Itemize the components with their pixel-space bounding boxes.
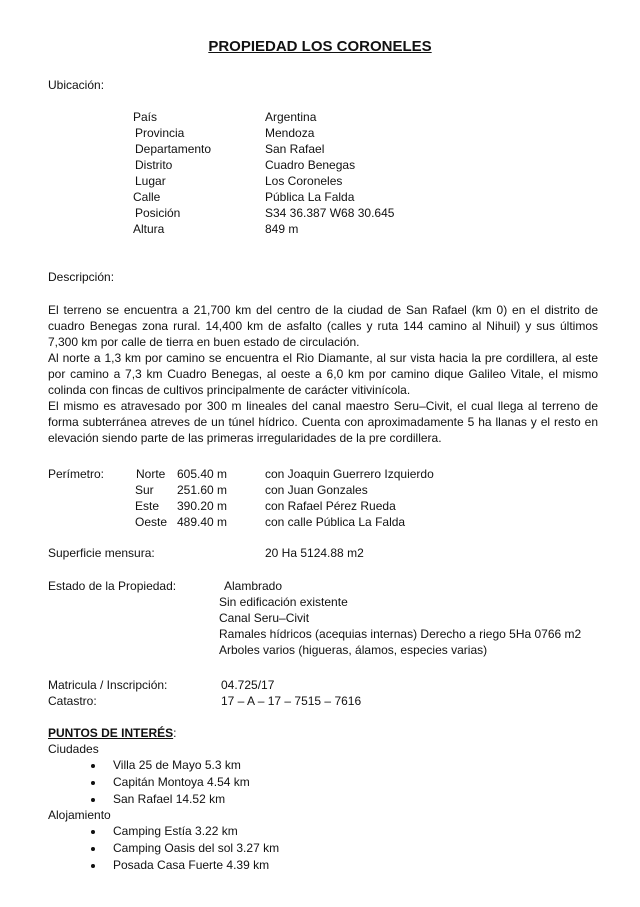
ubicacion-value: Los Coroneles [265,174,343,188]
descripcion-paragraph-2: Al norte a 1,3 km por camino se encuentra el Rio Diamante, al sur vista hacia la pre cordillera, al este por camino a 7,3 km Cuadro Benegas, al oeste a 6,0 km por camino dique Galileo Vitale, el mismo colinda con fincas de cultivos principalmente de carácter vitivinícola. [48,351,598,397]
estado-item: Sin edificación existente [219,595,348,609]
ciudades-label: Ciudades [48,742,99,756]
descripcion-paragraph-3: El mismo es atravesado por 300 m lineales del canal maestro Seru–Civit, el cual llega al terreno de forma subterránea atreves de un túnel hídrico. Cuenta con aproximadamente 5 ha llanas y el resto en elevación siendo parte de las primeras irregularidades de la pre cordillera. [48,399,598,445]
estado-item: Canal Seru–Civit [219,611,310,625]
perimetro-neighbor: con calle Pública La Falda [265,515,406,529]
bullet-icon [91,781,95,785]
ubicacion-label: Lugar [135,174,166,188]
ubicacion-label: Distrito [135,158,173,172]
superficie-value: 20 Ha 5124.88 m2 [265,546,364,560]
estado-label: Estado de la Propiedad: [48,579,177,593]
ubicacion-value: Cuadro Benegas [265,158,356,172]
list-item: Camping Estía 3.22 km [113,824,238,838]
ubicacion-value: Pública La Falda [265,190,355,204]
perimetro-direction: Oeste [135,515,168,529]
perimetro-length: 605.40 m [177,467,228,481]
list-item: Villa 25 de Mayo 5.3 km [113,758,241,772]
perimetro-neighbor: con Joaquin Guerrero Izquierdo [265,467,434,481]
estado-item: Alambrado [224,579,283,593]
ubicacion-label: Altura [133,222,165,236]
perimetro-heading: Perímetro: [48,467,105,481]
perimetro-neighbor: con Rafael Pérez Rueda [265,499,396,513]
list-item: Camping Oasis del sol 3.27 km [113,841,280,855]
bullet-icon [91,798,95,802]
puntos-heading [48,726,176,740]
ubicacion-value: San Rafael [265,142,325,156]
descripcion-heading: Descripción: [48,270,115,284]
matricula-value: 04.725/17 [221,678,275,692]
ubicacion-label: País [133,110,158,124]
ubicacion-value: S34 36.387 W68 30.645 [265,206,395,220]
puntos-heading-text: PUNTOS DE INTERÉS [48,726,174,740]
ubicacion-value: Mendoza [265,126,315,140]
catastro-value: 17 – A – 17 – 7515 – 7616 [221,694,362,708]
ubicacion-value: Argentina [265,110,317,124]
catastro-label: Catastro: [48,694,97,708]
list-item: Capitán Montoya 4.54 km [113,775,250,789]
ubicacion-label: Departamento [135,142,212,156]
perimetro-direction: Sur [135,483,154,497]
descripcion-paragraph-1: El terreno se encuentra a 21,700 km del centro de la ciudad de San Rafael (km 0) en el distrito de cuadro Benegas zona rural. 14,400 km de asfalto (calles y ruta 144 camino al Nihuil) y sus últimos 7,300 km por calle de tierra en buen estado de circulación. [48,303,598,349]
list-item: San Rafael 14.52 km [113,792,226,806]
perimetro-length: 489.40 m [177,515,228,529]
perimetro-neighbor: con Juan Gonzales [265,483,368,497]
list-item: Posada Casa Fuerte 4.39 km [113,858,270,872]
matricula-label: Matricula / Inscripción: [48,678,168,692]
ubicacion-label: Calle [133,190,161,204]
ubicacion-value: 849 m [265,222,299,236]
ubicacion-label: Posición [135,206,181,220]
document-title: PROPIEDAD LOS CORONELES [208,38,432,55]
estado-item: Ramales hídricos (acequias internas) Derecho a riego 5Ha 0766 m2 [219,627,582,641]
ubicacion-label: Provincia [135,126,185,140]
perimetro-direction: Este [135,499,160,513]
perimetro-length: 390.20 m [177,499,228,513]
bullet-icon [91,764,95,768]
perimetro-direction: Norte [136,467,166,481]
estado-item: Arboles varios (higueras, álamos, especies varias) [219,643,488,657]
perimetro-length: 251.60 m [177,483,228,497]
bullet-icon [91,830,95,834]
alojamiento-label: Alojamiento [48,808,111,822]
superficie-label: Superficie mensura: [48,546,155,560]
bullet-icon [91,864,95,868]
puntos-heading-colon: : [173,726,177,740]
ubicacion-heading: Ubicación: [48,78,105,92]
bullet-icon [91,847,95,851]
